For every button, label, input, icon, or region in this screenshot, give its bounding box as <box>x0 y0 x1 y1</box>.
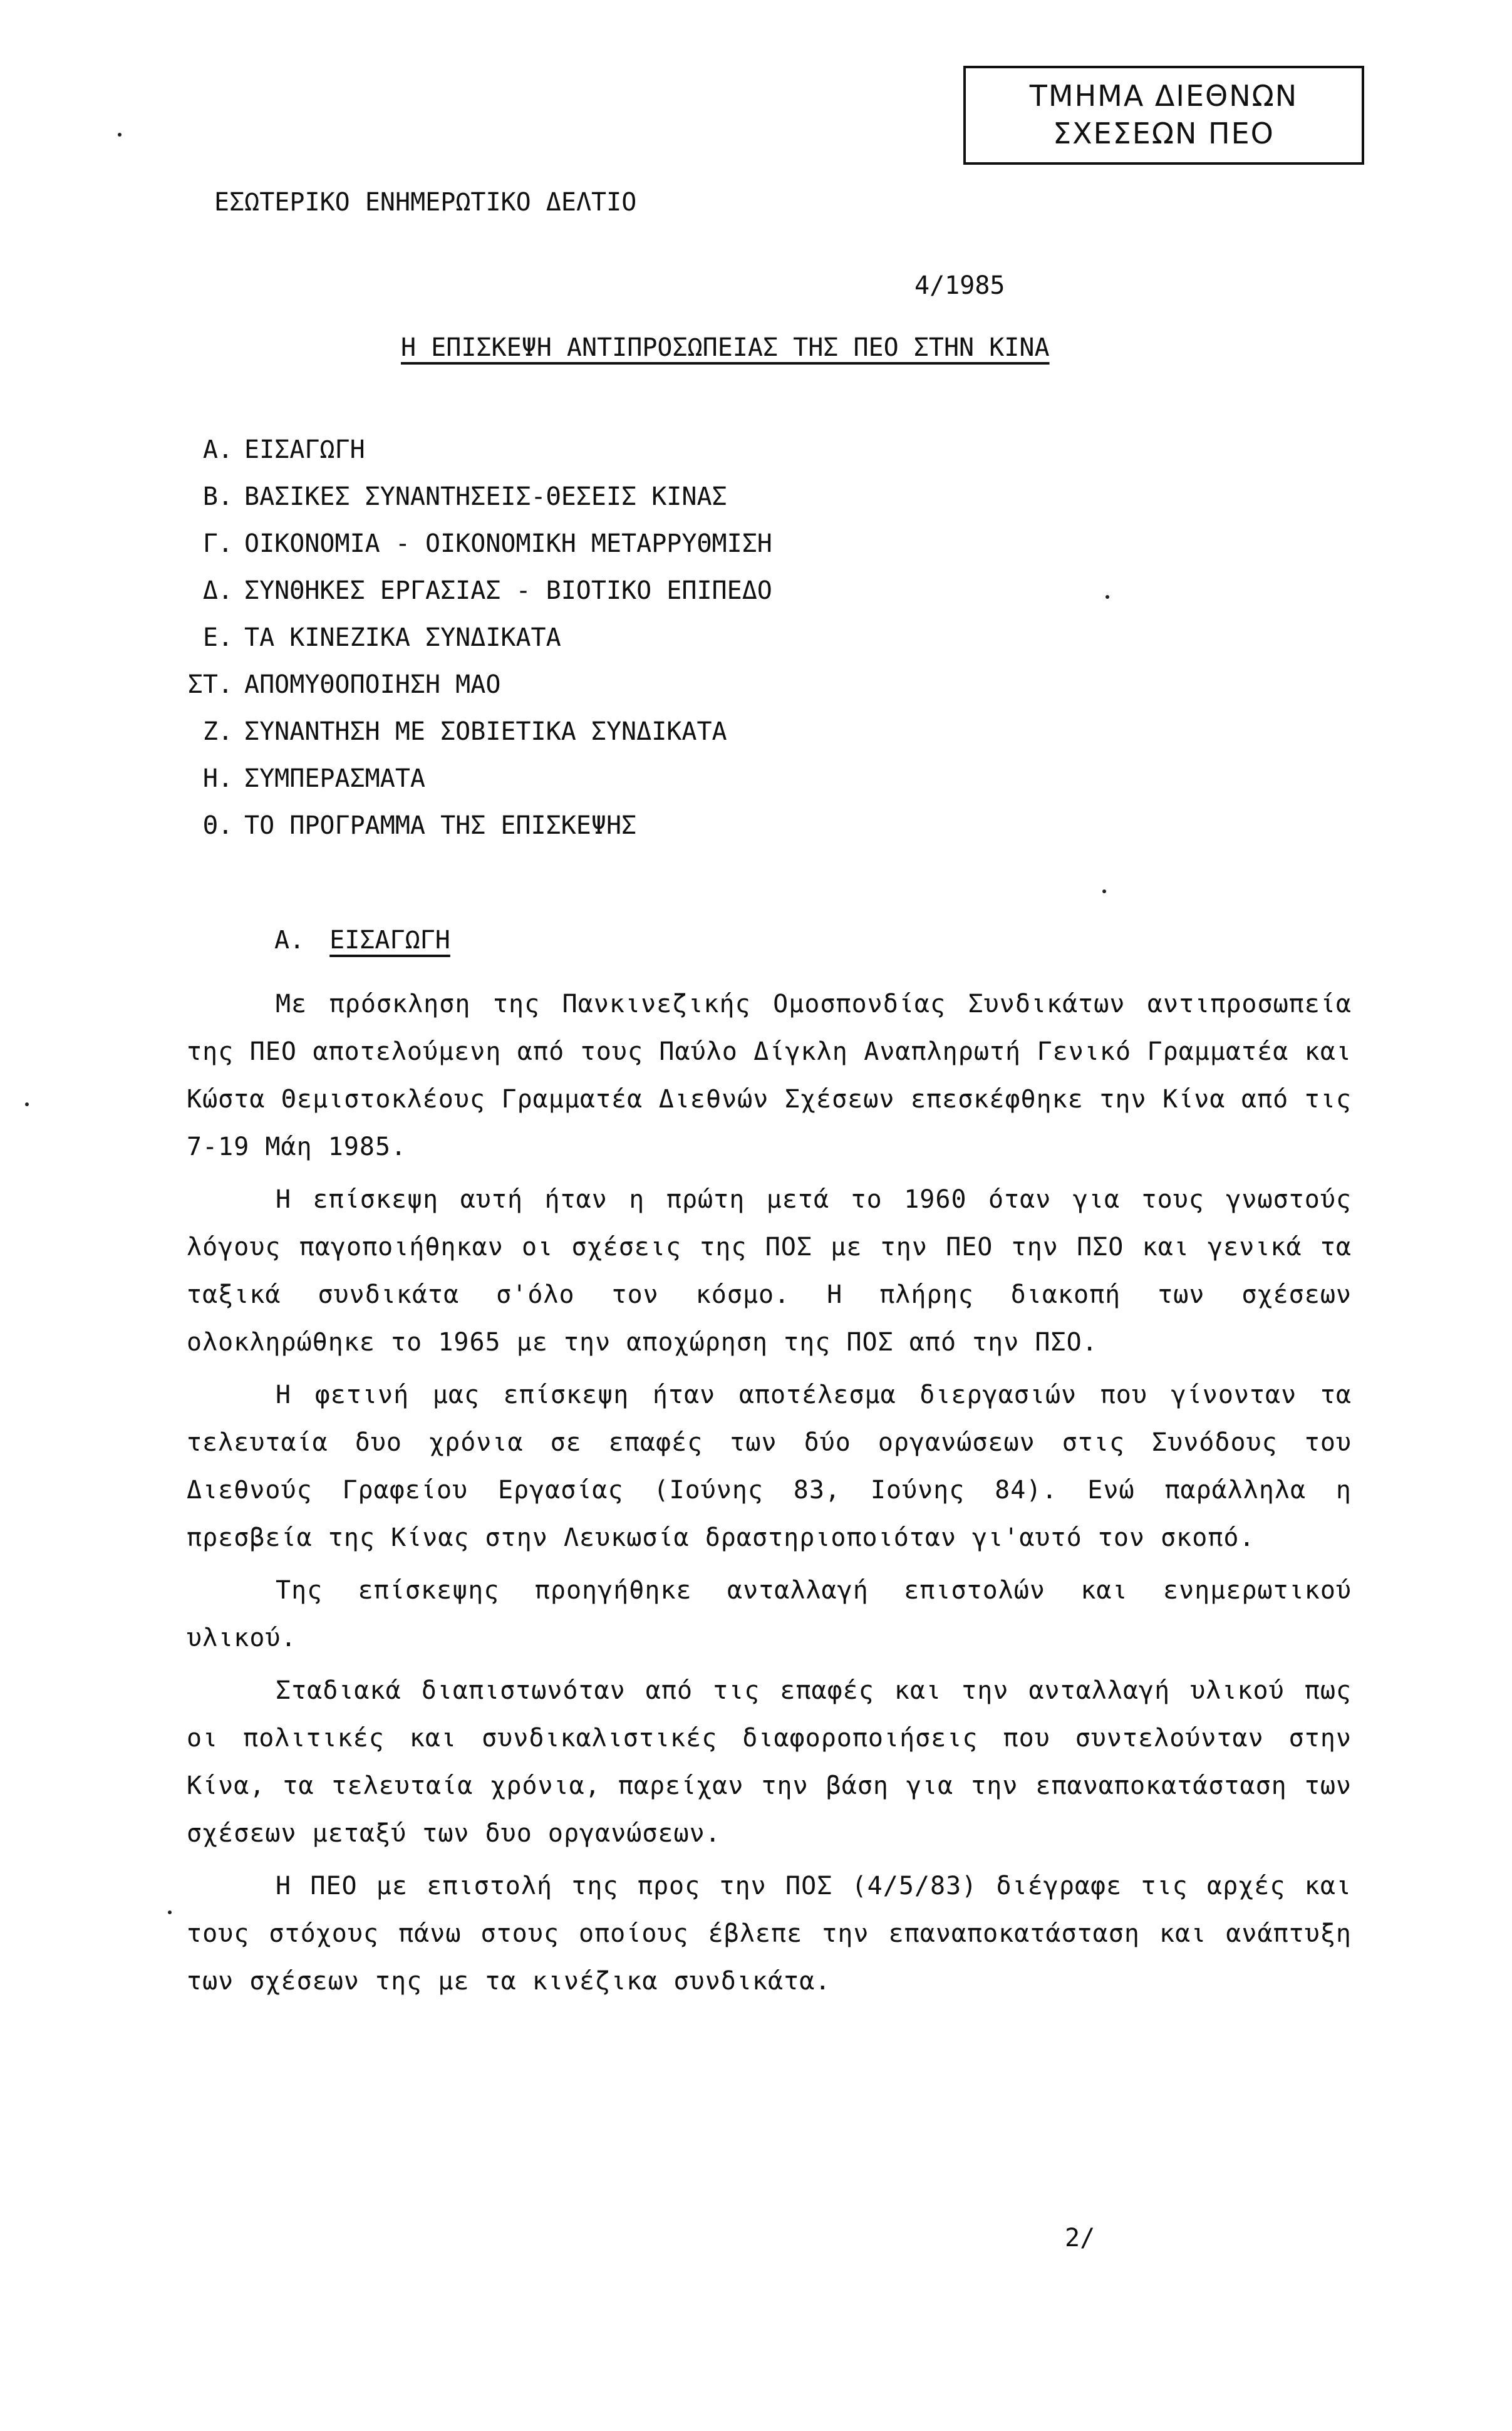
bulletin-subject: Η ΕΠΙΣΚΕΨΗ ΑΝΤΙΠΡΟΣΩΠΕΙΑΣ ΤΗΣ ΠΕΟ ΣΤΗΝ ΚΙΝΑ <box>401 333 1050 362</box>
toc-letter: Ζ. <box>202 717 233 746</box>
toc-letter: Α. <box>202 435 233 464</box>
toc-item <box>150 708 772 755</box>
toc-item <box>150 755 772 802</box>
body-text <box>187 980 1352 2010</box>
stamp-line-1: ΤΜΗΜΑ ΔΙΕΘΝΩΝ <box>1029 79 1298 113</box>
toc-item <box>150 614 772 661</box>
next-page-marker: 2/ <box>1065 2224 1095 2252</box>
department-stamp <box>963 66 1364 165</box>
toc-item <box>150 661 772 708</box>
toc-item <box>150 473 772 520</box>
section-title: ΕΙΣΑΓΩΓΗ <box>329 926 450 955</box>
toc-label: ΕΙΣΑΓΩΓΗ <box>244 435 365 464</box>
toc-letter: Δ. <box>202 576 233 605</box>
bulletin-title: ΕΣΩΤΕΡΙΚΟ ΕΝΗΜΕΡΩΤΙΚΟ ΔΕΛΤΙΟ <box>214 188 637 217</box>
toc-label: ΤΟ ΠΡΟΓΡΑΜΜΑ ΤΗΣ ΕΠΙΣΚΕΨΗΣ <box>244 811 637 840</box>
toc-label: ΣΥΜΠΕΡΑΣΜΑΤΑ <box>244 764 425 793</box>
toc-label: ΣΥΝΑΝΤΗΣΗ ΜΕ ΣΟΒΙΕΤΙΚΑ ΣΥΝΔΙΚΑΤΑ <box>244 717 727 746</box>
paragraph: Η ΠΕΟ με επιστολή της προς την ΠΟΣ (4/5/83) διέγραφε τις αρχές και τους στόχους πάνω στους οποίους έβλεπε την επαναποκατάσταση και ανάπτυξη των σχέσεων της με τα κινέζικα συνδικάτα. <box>187 1872 1352 1996</box>
paragraph: Με πρόσκληση της Πανκινεζικής Ομοσπονδίας Συνδικάτων αντιπροσωπεία της ΠΕΟ αποτελούμενη από τους Παύλο Δίγκλη Αναπληρωτή Γενικό Γραμματέα και Κώστα Θεμιστοκλέους Γραμματέα Διεθνών Σχέσεων επεσκέφθηκε την Κίνα από τις 7-19 Μάη 1985. <box>187 990 1352 1161</box>
bulletin-number: 4/1985 <box>914 271 1005 300</box>
toc-letter: Η. <box>202 764 233 793</box>
toc-item <box>150 426 772 473</box>
paragraph: Σταδιακά διαπιστωνόταν από τις επαφές και την ανταλλαγή υλικού πως οι πολιτικές και συνδικαλιστικές διαφοροποιήσεις που συντελούνταν στην Κίνα, τα τελευταία χρόνια, παρείχαν την βάση για την επαναποκατάσταση των σχέσεων μεταξύ των δυο οργανώσεων. <box>187 1676 1352 1848</box>
toc-item <box>150 567 772 614</box>
paragraph: Της επίσκεψης προηγήθηκε ανταλλαγή επιστολών και ενημερωτικού υλικού. <box>187 1576 1352 1652</box>
toc-item <box>150 802 772 849</box>
paragraph: Η φετινή μας επίσκεψη ήταν αποτέλεσμα διεργασιών που γίνονταν τα τελευταία δυο χρόνια σε επαφές των δύο οργανώσεων στις Συνόδους του Διεθνούς Γραφείου Εργασίας (Ιούνης 83, Ιούνης 84). Ενώ παράλληλα η πρεσβεία της Κίνας στην Λευκωσία δραστηριοποιόταν γι'αυτό τον σκοπό. <box>187 1381 1352 1552</box>
toc-letter: ΣΤ. <box>187 670 233 699</box>
section-heading <box>274 926 450 955</box>
scan-speck <box>25 1102 29 1106</box>
paragraph: Η επίσκεψη αυτή ήταν η πρώτη μετά το 1960 όταν για τους γνωστούς λόγους παγοποιήθηκαν οι σχέσεις της ΠΟΣ με την ΠΕΟ την ΠΣΟ και γενικά τα ταξικά συνδικάτα σ'όλο τον κόσμο. Η πλήρης διακοπή των σχέσεων ολοκληρώθηκε το 1965 με την αποχώρηση της ΠΟΣ από την ΠΣΟ. <box>187 1185 1352 1357</box>
table-of-contents <box>150 426 772 849</box>
toc-label: ΑΠΟΜΥΘΟΠΟΙΗΣΗ ΜΑΟ <box>244 670 501 699</box>
scan-speck <box>118 133 122 137</box>
toc-label: ΤΑ ΚΙΝΕΖΙΚΑ ΣΥΝΔΙΚΑΤΑ <box>244 623 561 652</box>
toc-item <box>150 520 772 567</box>
toc-letter: Θ. <box>202 811 233 840</box>
toc-letter: Ε. <box>202 623 233 652</box>
toc-label: ΒΑΣΙΚΕΣ ΣΥΝΑΝΤΗΣΕΙΣ-ΘΕΣΕΙΣ ΚΙΝΑΣ <box>244 482 727 511</box>
section-letter: Α. <box>274 926 305 955</box>
scan-speck <box>1102 889 1106 893</box>
toc-label: ΟΙΚΟΝΟΜΙΑ - ΟΙΚΟΝΟΜΙΚΗ ΜΕΤΑΡΡΥΘΜΙΣΗ <box>244 529 772 558</box>
scan-speck <box>1106 595 1109 599</box>
stamp-line-2: ΣΧΕΣΕΩΝ ΠΕΟ <box>1053 117 1275 150</box>
toc-letter: Β. <box>202 482 233 511</box>
toc-letter: Γ. <box>202 529 233 558</box>
scan-speck <box>168 1910 172 1914</box>
toc-label: ΣΥΝΘΗΚΕΣ ΕΡΓΑΣΙΑΣ - ΒΙΟΤΙΚΟ ΕΠΙΠΕΔΟ <box>244 576 772 605</box>
